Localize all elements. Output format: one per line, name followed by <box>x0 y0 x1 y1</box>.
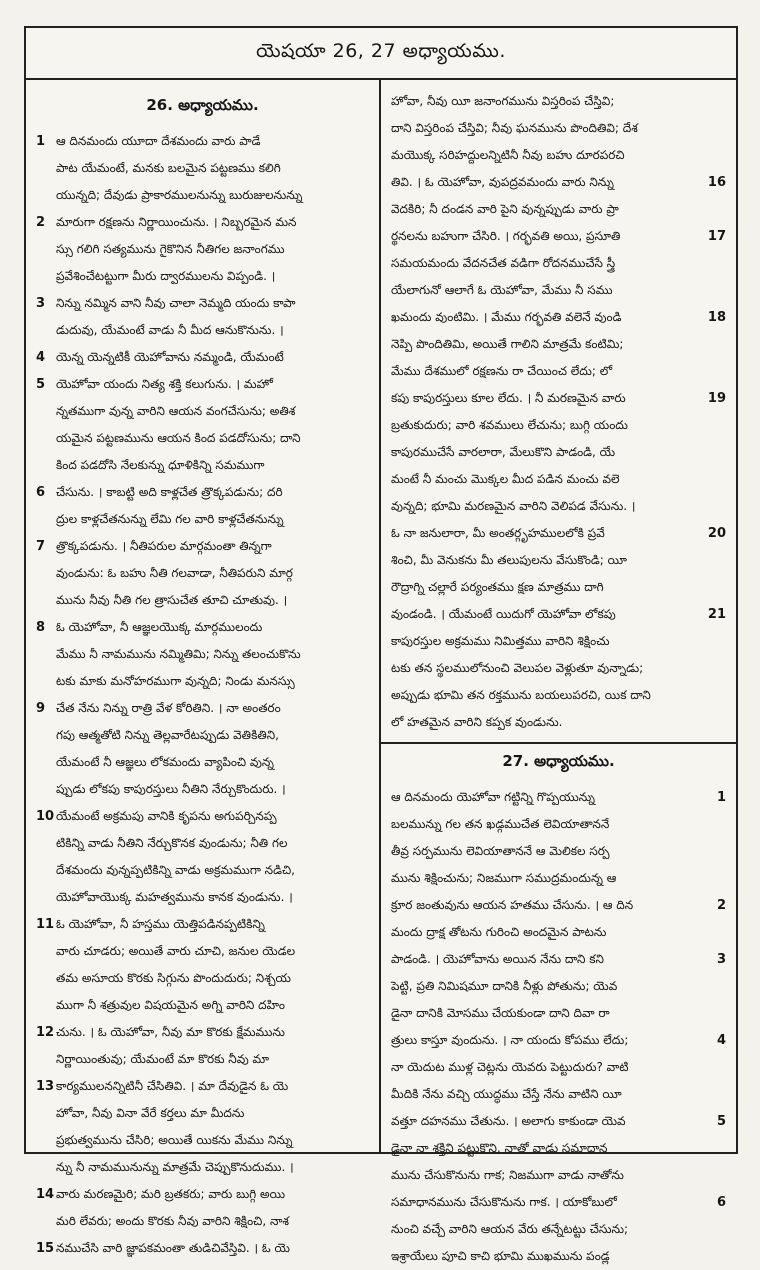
verse-text: వుండును: ఓ బహు నీతి గలవాడా, నీతిపరుని మార్గ <box>56 566 293 580</box>
verse-line <box>36 641 369 668</box>
verse-number <box>36 1208 56 1235</box>
verse-text: యెహోవాయొక్క మహత్వమును కానక వుండును. । <box>56 890 293 904</box>
verse-line <box>36 1235 369 1262</box>
verse-text: వెదకిరి; నీ దండన వారి పైని వున్నప్పుడు వారు ప్రా <box>391 202 619 216</box>
verse-line <box>391 385 726 412</box>
verse-line <box>391 784 726 811</box>
verse-line <box>36 317 369 344</box>
verse-line <box>391 709 726 736</box>
verse-line <box>391 1216 726 1243</box>
verse-number <box>704 865 726 892</box>
verse-number <box>36 560 56 587</box>
verse-text: ఓ నా జనులారా, మీ అంతర్గృహములలోకి ప్రవే <box>391 526 605 540</box>
verse-text: ఇశ్రాయేలు పూచి కాచి భూమి ముఖమును పండ్ల <box>391 1249 610 1263</box>
verse-text: చేసును. । కాబట్టి అది కాళ్లచేత త్రొక్కపడును; దరి <box>56 485 283 499</box>
verse-line <box>36 1127 369 1154</box>
verse-text: యేలాగునో ఆలాగే ఓ యెహోవా, మేము నీ సము <box>391 283 613 297</box>
verse-number <box>704 973 726 1000</box>
verse-line <box>36 857 369 884</box>
verse-line <box>36 749 369 776</box>
verse-number <box>36 884 56 911</box>
verse-number <box>36 506 56 533</box>
verse-number <box>36 425 56 452</box>
verse-text: నిన్ను నమ్మిన వాని నీవు చాలా నెమ్మది యందు కాపా <box>56 296 296 310</box>
verse-line <box>391 1108 726 1135</box>
verse-number <box>704 1216 726 1243</box>
verse-text: ప్రవేశించేటట్టుగా మీరు ద్వారములను విప్పండి. । <box>56 269 276 283</box>
verse-number <box>704 331 726 358</box>
verse-text: హోవా, నీవు యీ జనాంగమును విస్తరింప చేస్తివి; <box>391 94 615 108</box>
verse-line <box>391 142 726 169</box>
verse-line <box>36 1181 369 1208</box>
verse-text: శించి, మీ వెనుకను మీ తలుపులను వేసుకొండి; యీ <box>391 553 627 567</box>
verse-line <box>391 892 726 919</box>
verse-line <box>391 520 726 547</box>
verse-number: 16 <box>707 175 726 190</box>
verse-number: 5 <box>716 1114 726 1129</box>
verse-number <box>36 182 56 209</box>
verse-number <box>704 919 726 946</box>
verse-number <box>704 1135 726 1162</box>
verse-text: ముగా నీ శత్రువుల విషయమైన అగ్ని వారిని దహిం <box>56 998 285 1012</box>
verse-line <box>36 155 369 182</box>
verse-text: మీదికి నేను వచ్చి యుద్ధము చేస్తే నేను వాటిని యీ <box>391 1087 622 1101</box>
verse-text: మును నీవు నీతి గల త్రాసుచేత తూచి చూతువు. । <box>56 593 288 607</box>
verse-text: యమైన పట్టణమును ఆయన కింద పడదోసును; దాని <box>56 431 301 445</box>
verse-number: 11 <box>36 917 55 932</box>
verse-text: మేము దేశములో రక్షణను రా చేయించ లేదు; లో <box>391 364 613 378</box>
verse-text: చును. । ఓ యెహోవా, నీవు మా కొరకు క్షేమమును <box>56 1025 285 1039</box>
verse-text: నముచేసి వారి జ్ఞాపకమంతా తుడిచివేస్తివి. । ఓ యె <box>56 1241 290 1255</box>
verse-number <box>36 452 56 479</box>
verse-number: 2 <box>716 898 726 913</box>
verse-number: 17 <box>707 229 726 244</box>
verse-line <box>391 358 726 385</box>
verse-text: యున్నది; దేవుడు ప్రాకారములనున్ను బురుజులనున్ను <box>56 188 303 202</box>
verse-line <box>391 946 726 973</box>
verse-number: 5 <box>36 377 46 392</box>
verse-text: పాడండి. । యెహోవాను అయిన నేను దాని కని <box>391 952 604 966</box>
verse-number <box>36 155 56 182</box>
verse-line <box>391 466 726 493</box>
verse-text: టకు తన స్థలములోనుంచి వెలుపల వెళ్లుతూ వున్నాడు; <box>391 661 644 675</box>
two-column-body <box>26 80 736 1263</box>
verse-text: చేత నేను నిన్ను రాత్రి వేళ కోరితిని. । నా అంతరం <box>56 701 281 715</box>
verse-line <box>36 371 369 398</box>
verse-number <box>36 587 56 614</box>
verse-number: 21 <box>707 607 726 622</box>
chapter-heading-27: 27. అధ్యాయము. <box>502 752 615 770</box>
verse-line <box>391 865 726 892</box>
verse-text: మారుగా రక్షణను నిర్ణాయించును. । నిబ్బరమైన మన <box>56 215 297 229</box>
verse-number <box>704 838 726 865</box>
verse-line <box>391 1081 726 1108</box>
right-verse-lines-b <box>391 784 726 1270</box>
verse-text: తివి. । ఓ యెహోవా, వుపద్రవమందు వారు నిన్ను <box>391 175 614 189</box>
verse-number <box>704 196 726 223</box>
chapter-divider <box>381 742 736 744</box>
verse-text: తీవ్ర సర్పమును లెవియాతాననే ఆ మెలికల సర్ప <box>391 844 610 858</box>
verse-text: ఓ యెహోవా, నీ ఆజ్ఞలయొక్క మార్గములందు <box>56 620 263 634</box>
verse-line <box>36 533 369 560</box>
verse-number <box>36 722 56 749</box>
verse-line <box>391 277 726 304</box>
verse-text: పెట్టి, ప్రతి నిమిషమూ దానికి నీళ్లు పోతును; యెవ <box>391 979 618 993</box>
verse-line <box>391 1000 726 1027</box>
verse-text: ఆ దినమందు యెహోవా గట్టిన్ని గొప్పయున్ను <box>391 790 595 804</box>
verse-line <box>36 965 369 992</box>
verse-line <box>391 115 726 142</box>
verse-line <box>36 1208 369 1235</box>
verse-number <box>704 811 726 838</box>
verse-line <box>391 169 726 196</box>
verse-line <box>391 838 726 865</box>
verse-text: కార్యములనన్నిటినీ చేసితివి. । మా దేవుడైన ఓ యె <box>56 1079 289 1093</box>
verse-line <box>391 196 726 223</box>
verse-text: న్ను నీ నామమునున్ను మాత్రమే చెప్పుకొనుదుము. । <box>56 1160 294 1174</box>
verse-text: నిర్ణాయింతువు; యేమంటే మా కొరకు నీవు మా <box>56 1052 270 1066</box>
verse-text: ఖమందు వుంటిమి. । మేము గర్భవతి వలెనే వుండి <box>391 310 622 324</box>
verse-number <box>36 776 56 803</box>
verse-text: ఆ దినమందు యూదా దేశమందు వారు పాడే <box>56 134 261 148</box>
verse-line <box>36 425 369 452</box>
verse-line <box>36 884 369 911</box>
verse-text: క్రూర జంతువును ఆయన హతము చేసును. । ఆ దిన <box>391 898 634 912</box>
page-header <box>26 28 736 80</box>
verse-line <box>36 803 369 830</box>
verse-text: త్రులు కాస్తూ వుందును. । నా యందు కోపము లేదు; <box>391 1033 629 1047</box>
verse-line <box>36 992 369 1019</box>
verse-number: 13 <box>36 1079 55 1094</box>
verse-line <box>36 1046 369 1073</box>
verse-number: 15 <box>36 1241 55 1256</box>
verse-text: కాపురస్తుల అక్రమము నిమిత్తము వారిని శిక్షించు <box>391 634 610 648</box>
verse-number <box>704 655 726 682</box>
verse-text: సమయమందు వేదనచేత వడిగా రోదనముచేసే స్త్రీ <box>391 256 616 270</box>
verse-number: 10 <box>36 809 55 824</box>
verse-number <box>36 317 56 344</box>
verse-line <box>36 506 369 533</box>
verse-text: ఓ యెహోవా, నీ హస్తము యెత్తిపడినప్పటికిన్ని <box>56 917 265 931</box>
verse-number <box>36 992 56 1019</box>
verse-line <box>391 547 726 574</box>
verse-number <box>704 709 726 736</box>
verse-number <box>704 1243 726 1270</box>
verse-line <box>391 655 726 682</box>
chapter-heading-26: 26. అధ్యాయము. <box>146 96 259 114</box>
verse-number: 7 <box>36 539 46 554</box>
verse-text: ప్రభుత్వమును చేసిరి; అయితే యికను మేము నిన్ను <box>56 1133 293 1147</box>
verse-number <box>36 263 56 290</box>
verse-number <box>704 277 726 304</box>
verse-number: 1 <box>36 134 46 149</box>
verse-line <box>36 263 369 290</box>
verse-number <box>36 965 56 992</box>
verse-text: ద్రుల కాళ్లచేతనున్ను లేమి గల వారి కాళ్లచేతనున్ను <box>56 512 284 526</box>
verse-line <box>391 1162 726 1189</box>
verse-line <box>391 628 726 655</box>
verse-number <box>36 236 56 263</box>
verse-number <box>704 439 726 466</box>
verse-number <box>704 115 726 142</box>
book-page <box>24 26 738 1263</box>
verse-number <box>36 1154 56 1181</box>
verse-text: తమ అసూయ కొరకు సిగ్గును పొందుదురు; నిశ్చయ <box>56 971 291 985</box>
verse-number <box>704 1000 726 1027</box>
verse-text: మును చేసుకొనును గాక; నిజముగా వాడు నాతోను <box>391 1168 624 1182</box>
verse-number <box>36 668 56 695</box>
verse-line <box>391 919 726 946</box>
verse-text: నా యెదుట ముళ్ల చెట్లను యెవరు పెట్టుదురు? వాటి <box>391 1060 629 1074</box>
verse-line <box>391 304 726 331</box>
verse-line <box>36 182 369 209</box>
verse-number <box>36 1100 56 1127</box>
right-verse-lines-a <box>391 88 726 736</box>
verse-text: వత్తూ దహనము చేతును. । అలాగు కాకుండా యెవ <box>391 1114 626 1128</box>
verse-line <box>36 236 369 263</box>
verse-number <box>36 1127 56 1154</box>
verse-text: వారు చూడరు; అయితే వారు చూచి, జనుల యెడల <box>56 944 296 958</box>
verse-text: మును శిక్షించును; నిజముగా సముద్రమందున్న ఆ <box>391 871 617 885</box>
right-column <box>381 80 736 1263</box>
verse-number <box>704 1054 726 1081</box>
verse-number: 12 <box>36 1025 55 1040</box>
verse-text: యేమంటే అక్రమపు వానికి కృపను అగుపర్చినప్ప <box>56 809 277 823</box>
verse-text: నెప్పి పొందితిమి, అయితే గాలిని మాత్రమే కంటిమి; <box>391 337 624 351</box>
verse-text: దాని విస్తరింప చేస్తివి; నీవు ఘనమును పొందితివి; దేశ <box>391 121 638 135</box>
verse-number <box>704 88 726 115</box>
verse-text: బలమున్ను గల తన ఖడ్గముచేత లెవియాతాననే <box>391 817 610 831</box>
verse-text: యేమంటే నీ ఆజ్ఞలు లోకమందు వ్యాపించి వున్న <box>56 755 274 769</box>
left-verse-lines <box>36 128 369 1262</box>
verse-line <box>36 452 369 479</box>
verse-text: నుంచి వచ్చే వారిని ఆయన వేరు తన్నేటట్టు చేసును; <box>391 1222 629 1236</box>
verse-text: లో హతమైన వారిని కప్పక వుండును. <box>391 715 563 729</box>
verse-number <box>704 142 726 169</box>
verse-number: 6 <box>716 1195 726 1210</box>
verse-number <box>36 749 56 776</box>
verse-text: మేము నీ నామమును నమ్మితిమి; నిన్ను తలంచుకొను <box>56 647 301 661</box>
left-column <box>26 80 381 1256</box>
verse-line <box>391 1189 726 1216</box>
verse-number <box>704 628 726 655</box>
verse-line <box>36 1073 369 1100</box>
verse-number <box>704 682 726 709</box>
verse-number <box>36 938 56 965</box>
verse-line <box>36 722 369 749</box>
verse-number <box>704 547 726 574</box>
verse-text: వారు మరణమైరి; మరి బ్రతకరు; వారు బుగ్గి అయి <box>56 1187 286 1201</box>
verse-line <box>36 560 369 587</box>
verse-number <box>704 412 726 439</box>
verse-text: రౌద్రాగ్ని చల్లారే పర్యంతము క్షణ మాత్రము దాగి <box>391 580 604 594</box>
verse-number: 14 <box>36 1187 55 1202</box>
verse-line <box>391 439 726 466</box>
verse-line <box>391 88 726 115</box>
verse-line <box>36 587 369 614</box>
verse-text: వుండండి. । యేమంటే యిదుగో యెహోవా లోకపు <box>391 607 616 621</box>
page-title: యెషయా 26, 27 అధ్యాయము. <box>256 39 506 62</box>
verse-text: హోవా, నీవు వినా వేరే కర్తలు మా మీదను <box>56 1106 245 1120</box>
verse-text: మయొక్క సరిహద్దులన్నిటినీ నీవు బహు దూరపరచి <box>391 148 625 162</box>
verse-text: డైనా దానికి మోసము చేయకుండా దాని దివా రా <box>391 1006 610 1020</box>
verse-text: ప్పుడు లోకపు కాపురస్తులు నీతిని నేర్చుకొందురు. । <box>56 782 286 796</box>
verse-line <box>391 1243 726 1270</box>
verse-line <box>36 614 369 641</box>
verse-line <box>36 1019 369 1046</box>
verse-text: యెహోవా యందు నిత్య శక్తి కలుగును. । మహో <box>56 377 273 391</box>
verse-number: 1 <box>716 790 726 805</box>
verse-line <box>391 811 726 838</box>
verse-text: న్నతముగా వున్న వారిని ఆయన వంగచేసును; అతిశ <box>56 404 296 418</box>
verse-text: కింద పడదోసి నేలకున్ను ధూళికిన్ని సమముగా <box>56 458 265 472</box>
verse-line <box>391 1027 726 1054</box>
verse-number <box>704 1162 726 1189</box>
verse-text: యెన్న యెన్నటికీ యెహోవాను నమ్మండి, యేమంటే <box>56 350 284 364</box>
verse-text: కపు కాపురస్తులు కూల లేదు. । నీ మరణమైన వారు <box>391 391 626 405</box>
verse-line <box>391 250 726 277</box>
verse-line <box>36 938 369 965</box>
verse-text: కాపురముచేసే వారలారా, మేలుకొని పాడండి, యే <box>391 445 616 459</box>
verse-text: అప్పుడు భూమి తన రక్తమును బయలుపరచి, యిక దాని <box>391 688 651 702</box>
verse-text: మందు ద్రాక్ష తోటను గురించి అందమైన పాటను <box>391 925 607 939</box>
verse-text: సమాధానమును చేసుకొనును గాక. । యాకోబులో <box>391 1195 617 1209</box>
verse-number <box>704 466 726 493</box>
verse-line <box>391 601 726 628</box>
verse-number: 9 <box>36 701 46 716</box>
verse-line <box>391 1135 726 1162</box>
verse-line <box>391 682 726 709</box>
verse-number <box>704 1081 726 1108</box>
verse-line <box>391 973 726 1000</box>
verse-line <box>36 128 369 155</box>
verse-line <box>391 331 726 358</box>
verse-text: డుదువు, యేమంటే వాడు నీ మీద ఆనుకొనును. । <box>56 323 284 337</box>
verse-text: త్రొక్కపడును. । నీతిపరుల మార్గమంతా తిన్నగా <box>56 539 272 553</box>
verse-number: 19 <box>707 391 726 406</box>
verse-number: 3 <box>36 296 46 311</box>
verse-text: దేశమందు వున్నప్పటికిన్ని వాడు అక్రమముగా నడిచి, <box>56 863 295 877</box>
verse-number <box>704 358 726 385</box>
verse-line <box>36 830 369 857</box>
verse-line <box>36 1154 369 1181</box>
verse-text: డైనా నా శక్తిని పట్టుకొని, నాతో వాడు సమాధాన <box>391 1141 608 1155</box>
verse-number: 3 <box>716 952 726 967</box>
verse-text: మంటే నీ మంచు మొక్కల మీద పడిన మంచు వలె <box>391 472 620 486</box>
verse-number: 6 <box>36 485 46 500</box>
verse-number <box>36 857 56 884</box>
verse-number: 20 <box>707 526 726 541</box>
verse-text: వున్నది; భూమి మరణమైన వారిని వెలిపడ వేసును. । <box>391 499 636 513</box>
verse-text: బ్రతుకుదురు; వారి శవములు లేచును; బుగ్గి యందు <box>391 418 628 432</box>
verse-line <box>391 493 726 520</box>
verse-number <box>36 398 56 425</box>
verse-line <box>36 776 369 803</box>
verse-line <box>391 223 726 250</box>
verse-number <box>36 830 56 857</box>
verse-number: 18 <box>707 310 726 325</box>
verse-line <box>36 911 369 938</box>
verse-text: స్సు గలిగి సత్యమును గైకొనిన నీతిగల జనాంగము <box>56 242 285 256</box>
verse-number: 4 <box>716 1033 726 1048</box>
verse-line <box>391 1054 726 1081</box>
verse-text: పాట యేమంటే, మనకు బలమైన పట్టణము కలిగి <box>56 161 281 175</box>
verse-text: గపు ఆత్మతోటి నిన్ను తెల్లవారేటప్పుడు వెతికితిని, <box>56 728 279 742</box>
verse-line <box>36 398 369 425</box>
verse-number <box>704 574 726 601</box>
verse-line <box>391 412 726 439</box>
verse-line <box>36 479 369 506</box>
verse-number <box>704 250 726 277</box>
verse-number <box>704 493 726 520</box>
verse-line <box>36 290 369 317</box>
verse-line <box>391 574 726 601</box>
verse-line <box>36 695 369 722</box>
verse-line <box>36 344 369 371</box>
verse-text: ర్థనలను బహుగా చేసిరి. । గర్భవతి అయి, ప్రసూతి <box>391 229 621 243</box>
verse-line <box>36 668 369 695</box>
verse-number: 2 <box>36 215 46 230</box>
verse-number: 8 <box>36 620 46 635</box>
verse-number: 4 <box>36 350 46 365</box>
verse-line <box>36 1100 369 1127</box>
verse-text: టికిన్ని వాడు నీతిని నేర్చుకొనక వుండును; నీతి గల <box>56 836 288 850</box>
verse-line <box>36 209 369 236</box>
verse-text: టకు మాకు మనోహరముగా వున్నది; నిండు మనస్సు <box>56 674 295 688</box>
verse-text: మరి లేవరు; అందు కొరకు నీవు వారిని శిక్షించి, నాశ <box>56 1214 289 1228</box>
verse-number <box>36 1046 56 1073</box>
verse-number <box>36 641 56 668</box>
